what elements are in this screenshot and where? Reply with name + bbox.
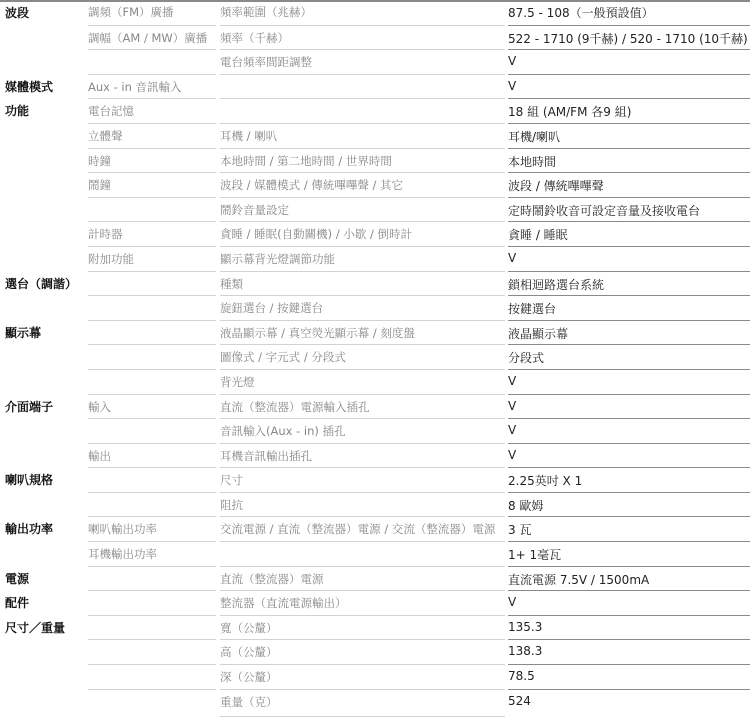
item-cell [220, 98, 505, 123]
category-cell [5, 221, 83, 246]
item-cell: 頻率（千赫） [220, 25, 505, 50]
table-row [0, 98, 750, 123]
subcategory-cell: 喇叭輸出功率 [88, 516, 216, 541]
value-cell: 135.3 [508, 615, 750, 640]
subcategory-cell [88, 418, 216, 443]
table-row [0, 148, 750, 173]
table-row [0, 590, 750, 615]
value-cell: 522 - 1710 (9千赫) / 520 - 1710 (10千赫) [508, 25, 750, 50]
table-row [0, 49, 750, 74]
category-cell [5, 25, 83, 50]
category-cell [5, 123, 83, 148]
item-cell: 旋鈕選台 / 按鍵選台 [220, 295, 505, 320]
category-cell [5, 344, 83, 369]
table-row [0, 615, 750, 640]
value-cell: 耳機/喇叭 [508, 123, 750, 148]
category-cell: 媒體模式 [5, 79, 54, 94]
table-row [0, 492, 750, 517]
category-cell: 功能 [5, 104, 30, 119]
subcategory-cell [88, 492, 216, 517]
category-cell [5, 197, 83, 222]
item-cell: 交流電源 / 直流（整流器）電源 / 交流（整流器）電源 [220, 516, 505, 541]
value-cell: 524 [508, 689, 750, 714]
category-cell: 波段 [5, 6, 30, 20]
table-row [0, 418, 750, 443]
category-cell [5, 418, 83, 443]
table-row [0, 664, 750, 689]
value-cell: 138.3 [508, 639, 750, 664]
value-cell: V [508, 590, 750, 615]
value-cell: 本地時間 [508, 148, 750, 173]
item-cell: 重量（克） [220, 689, 505, 714]
subcategory-cell [88, 664, 216, 689]
item-cell: 直流（整流器）電源輸入插孔 [220, 394, 505, 419]
item-cell: 阻抗 [220, 492, 505, 517]
subcategory-cell: 調頻（FM）廣播 [88, 5, 174, 19]
subcategory-cell [88, 271, 216, 296]
value-cell: V [508, 369, 750, 394]
subcategory-cell [88, 615, 216, 640]
value-cell: 3 瓦 [508, 516, 750, 541]
category-cell [5, 49, 83, 74]
table-row [0, 123, 750, 148]
subcategory-cell [88, 295, 216, 320]
subcategory-cell [88, 369, 216, 394]
table-row [0, 689, 750, 714]
value-cell: V [508, 394, 750, 419]
value-cell: V [508, 443, 750, 468]
value-cell: V [508, 418, 750, 443]
table-row [0, 0, 750, 25]
item-cell: 貪睡 / 睡眠(自動關機) / 小歇 / 倒時計 [220, 221, 505, 246]
item-cell: 寬（公釐） [220, 615, 505, 640]
value-cell: 2.25英吋 X 1 [508, 467, 750, 492]
table-row [0, 197, 750, 222]
value-cell: 波段 / 傳統嗶嗶聲 [508, 172, 750, 197]
value-cell: 87.5 - 108（一般預設值） [508, 6, 654, 20]
category-cell: 配件 [5, 596, 30, 611]
value-cell: V [508, 74, 750, 99]
table-row [0, 516, 750, 541]
category-cell: 尺寸／重量 [5, 620, 66, 635]
item-cell: 鬧鈴音量設定 [220, 197, 505, 222]
table-row [0, 394, 750, 419]
subcategory-cell: 計時器 [88, 221, 216, 246]
table-row [0, 369, 750, 394]
value-cell: 直流電源 7.5V / 1500mA [508, 566, 750, 591]
table-row [0, 295, 750, 320]
value-cell: 8 歐姆 [508, 492, 750, 517]
subcategory-cell [88, 566, 216, 591]
item-cell: 種類 [220, 271, 505, 296]
table-row [0, 172, 750, 197]
item-cell: 背光燈 [220, 369, 505, 394]
subcategory-cell: 調幅（AM / MW）廣播 [88, 25, 216, 50]
category-cell [5, 639, 83, 664]
category-cell [5, 443, 83, 468]
subcategory-cell [88, 320, 216, 345]
subcategory-cell [88, 49, 216, 74]
category-cell: 輸出功率 [5, 522, 54, 537]
item-cell: 頻率範圍（兆赫） [220, 5, 312, 19]
value-cell: 分段式 [508, 344, 750, 369]
value-cell: 鎖相迴路選台系統 [508, 271, 750, 296]
category-cell [5, 689, 83, 714]
subcategory-cell [88, 639, 216, 664]
subcategory-cell [88, 197, 216, 222]
value-cell: 18 組 (AM/FM 各9 組) [508, 98, 750, 123]
subcategory-cell [88, 689, 216, 714]
subcategory-cell [88, 590, 216, 615]
item-cell: 深（公釐） [220, 664, 505, 689]
category-cell: 介面端子 [5, 399, 54, 414]
category-cell [5, 295, 83, 320]
category-cell: 喇叭規格 [5, 473, 54, 488]
subcategory-cell: 立體聲 [88, 123, 216, 148]
subcategory-cell: Aux - in 音訊輸入 [88, 74, 216, 99]
value-cell: 按鍵選台 [508, 295, 750, 320]
category-cell: 選台（調諧） [5, 276, 78, 291]
item-cell: 高（公釐） [220, 639, 505, 664]
table-row [0, 467, 750, 492]
item-cell: 整流器（直流電源輸出） [220, 590, 505, 615]
value-cell: 液晶顯示幕 [508, 320, 750, 345]
subcategory-cell: 附加功能 [88, 246, 216, 271]
subcategory-cell [88, 467, 216, 492]
category-cell [5, 492, 83, 517]
category-cell [5, 664, 83, 689]
value-cell: 貪睡 / 睡眠 [508, 221, 750, 246]
item-cell [220, 541, 505, 566]
subcategory-cell: 輸出 [88, 443, 216, 468]
item-cell: 液晶顯示幕 / 真空熒光顯示幕 / 刻度盤 [220, 320, 505, 345]
item-cell: 波段 / 媒體模式 / 傳統嗶嗶聲 / 其它 [220, 172, 505, 197]
category-cell [5, 172, 83, 197]
category-cell [5, 541, 83, 566]
item-cell: 耳機 / 喇叭 [220, 123, 505, 148]
value-cell: 78.5 [508, 664, 750, 689]
item-cell: 耳機音訊輸出插孔 [220, 443, 505, 468]
item-cell: 電台頻率間距調整 [220, 49, 505, 74]
category-cell [5, 148, 83, 173]
category-cell: 電源 [5, 571, 30, 586]
table-row [0, 443, 750, 468]
subcategory-cell: 輸入 [88, 394, 216, 419]
item-cell: 尺寸 [220, 467, 505, 492]
table-row [0, 320, 750, 345]
item-cell: 音訊輸入(Aux - in) 插孔 [220, 418, 505, 443]
table-row [0, 639, 750, 664]
value-cell: 定時鬧鈴收音可設定音量及接收電台 [508, 197, 750, 222]
subcategory-cell [88, 344, 216, 369]
table-row [0, 566, 750, 591]
value-cell: 1+ 1毫瓦 [508, 541, 750, 566]
table-row [0, 74, 750, 99]
subcategory-cell: 鬧鐘 [88, 172, 216, 197]
table-row [0, 221, 750, 246]
subcategory-cell: 耳機輸出功率 [88, 541, 216, 566]
value-cell: V [508, 49, 750, 74]
subcategory-cell: 時鐘 [88, 148, 216, 173]
category-cell: 顯示幕 [5, 325, 42, 340]
category-cell [5, 246, 83, 271]
category-cell [5, 369, 83, 394]
table-row [0, 25, 750, 50]
value-cell: V [508, 246, 750, 271]
item-cell [220, 74, 505, 99]
table-row [0, 271, 750, 296]
table-row [0, 541, 750, 566]
subcategory-cell: 電台記憶 [88, 98, 216, 123]
item-cell: 圖像式 / 字元式 / 分段式 [220, 344, 505, 369]
table-row [0, 344, 750, 369]
table-row [0, 246, 750, 271]
item-cell: 直流（整流器）電源 [220, 566, 505, 591]
item-cell: 顯示幕背光燈調節功能 [220, 246, 505, 271]
item-cell: 本地時間 / 第二地時間 / 世界時間 [220, 148, 505, 173]
bottom-rule [220, 716, 505, 717]
